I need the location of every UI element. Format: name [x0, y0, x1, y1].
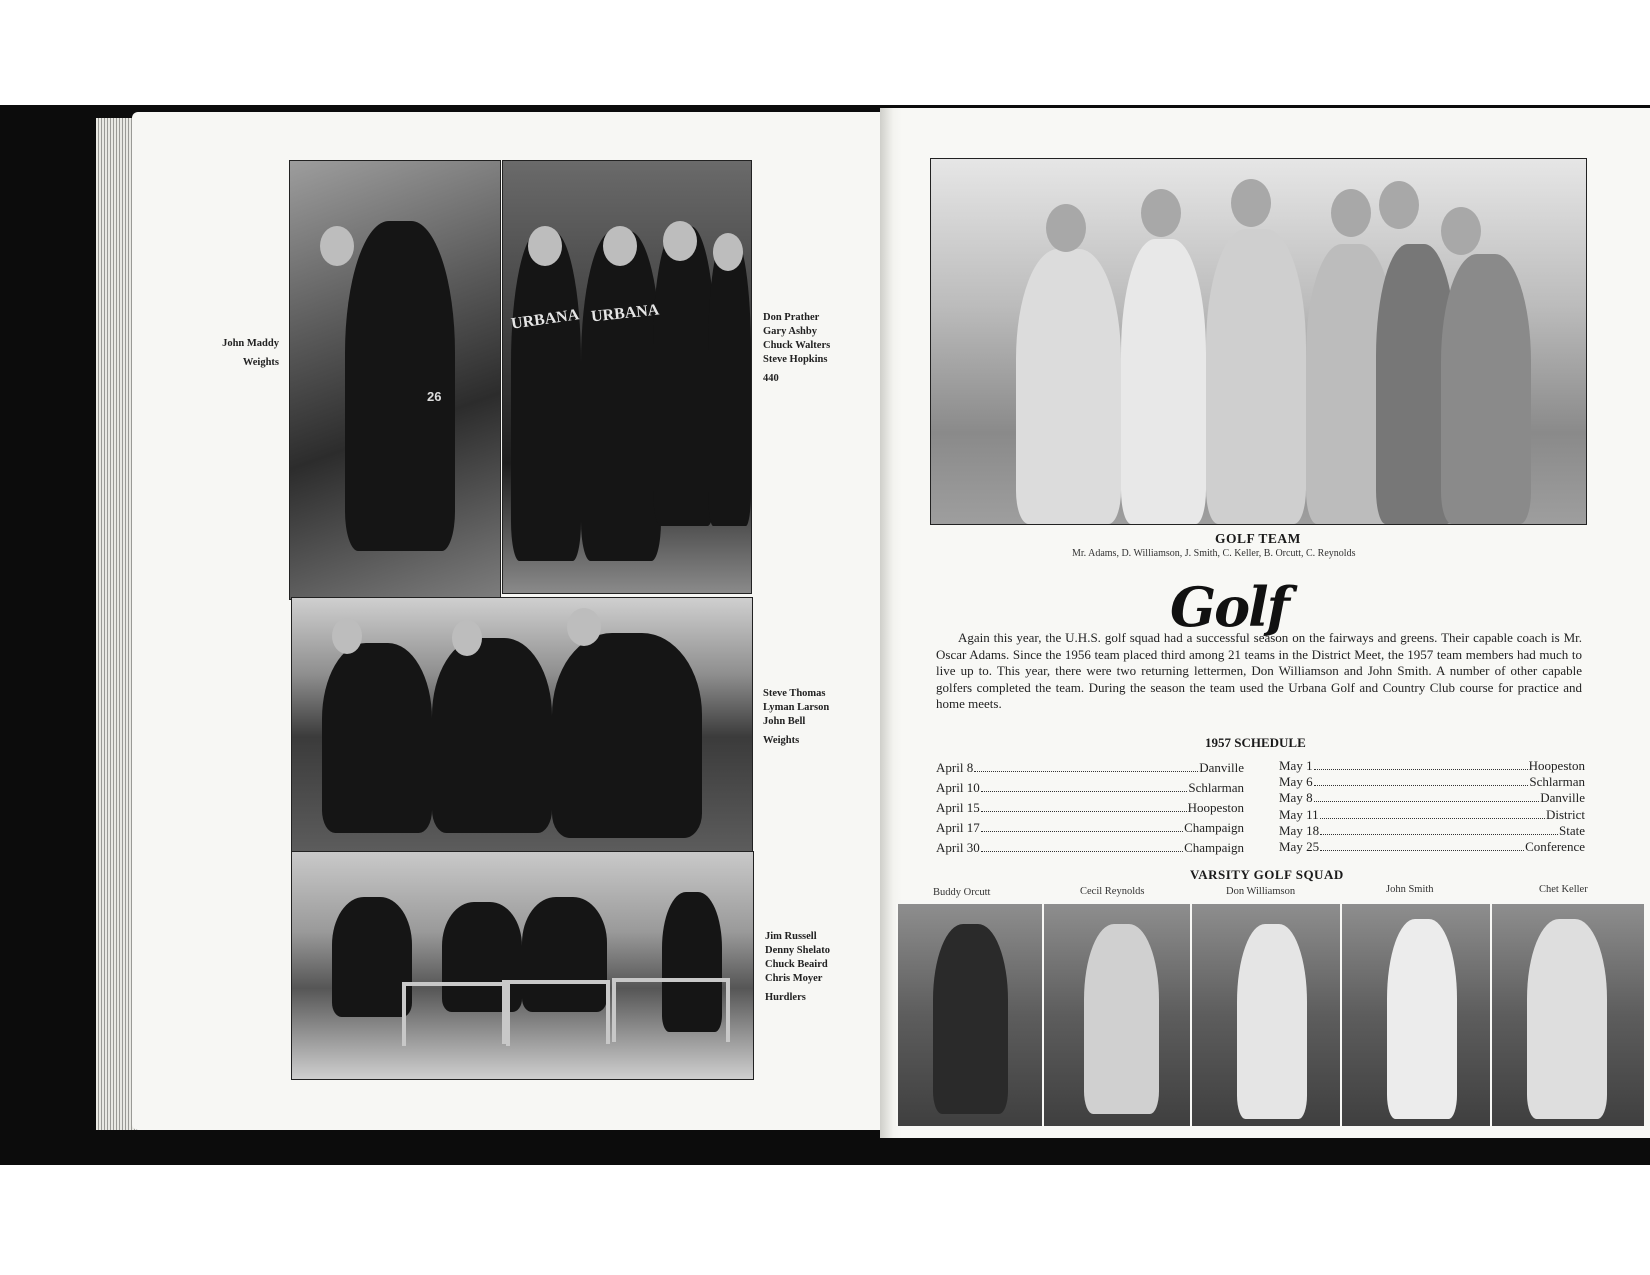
photo-golf-team: [930, 158, 1587, 525]
schedule-date: May 1: [1279, 758, 1313, 773]
golfer-head: [1046, 204, 1086, 252]
schedule-april: [936, 758, 1244, 858]
golfer-head: [1231, 179, 1271, 227]
schedule-row: [936, 838, 1244, 858]
caption-440-relay: [763, 311, 830, 386]
golfer-figure: [1016, 249, 1121, 524]
hurdle: [402, 982, 510, 1046]
caption-hurdlers: [765, 930, 830, 1005]
squad-photo-orcutt: [896, 904, 1044, 1126]
schedule-date: April 15: [936, 800, 980, 815]
caption-name: Steve Thomas: [763, 688, 826, 699]
golf-article-paragraph: Again this year, the U.H.S. golf squad had a successful season on the fairways and greens. Their capable coach is Mr. Oscar Adams. Since the 1956 team placed third among 21 teams in the District Meet, the 1957 team members had much to live up to. This year, there were two returning lettermen, Don Williamson and John Smith. A number of other capable golfers completed the team. During the season the team used the Urbana Golf and Country Club course for practice and home meets.: [936, 630, 1582, 712]
shirt-text: URBANA: [510, 306, 581, 333]
schedule-row: [1279, 774, 1585, 790]
squad-name: Don Williamson: [1226, 886, 1296, 897]
jersey-number: 26: [427, 389, 442, 404]
squad-name: Cecil Reynolds: [1080, 886, 1145, 897]
caption-name: John Bell: [763, 716, 806, 727]
squad-name: Buddy Orcutt: [933, 887, 991, 898]
athlete-figure: [345, 221, 455, 551]
page-edges: [96, 118, 136, 1130]
schedule-row: [936, 778, 1244, 798]
schedule-date: May 25: [1279, 838, 1320, 854]
caption-name: John Maddy: [222, 338, 279, 349]
photo-shot-put-maddy: [289, 160, 501, 600]
squad-name: John Smith: [1386, 884, 1434, 895]
schedule-may: [1279, 758, 1585, 855]
caption-name: Lyman Larson: [763, 702, 830, 713]
golfer-head: [1379, 181, 1419, 229]
schedule-row: [1279, 758, 1585, 774]
athlete-figure: [653, 226, 715, 526]
schedule-date: May 18: [1279, 822, 1320, 838]
golfer-figure: [1206, 229, 1306, 524]
athlete-head: [332, 618, 362, 654]
golfer-figure: [1387, 919, 1457, 1119]
caption-event: 440: [763, 373, 779, 384]
schedule-opponent: Champaign: [1184, 840, 1244, 855]
schedule-opponent: Conference: [1525, 838, 1585, 854]
golfer-figure: [1237, 924, 1307, 1119]
squad-photo-keller: [1490, 904, 1644, 1126]
schedule-row: [1279, 790, 1585, 806]
athlete-head: [528, 226, 562, 266]
athlete-head: [663, 221, 697, 261]
golfer-figure: [1121, 239, 1206, 524]
caption-event: Hurdlers: [765, 992, 806, 1003]
schedule-date: May 6: [1279, 774, 1313, 790]
schedule-date: May 8: [1279, 790, 1313, 806]
caption-name: Chuck Walters: [763, 340, 831, 351]
varsity-squad-title: VARSITY GOLF SQUAD: [1190, 867, 1344, 882]
schedule-row: [1279, 839, 1585, 855]
squad-name: Chet Keller: [1539, 884, 1588, 895]
caption-name: Don Prather: [763, 312, 820, 323]
schedule-title: 1957 SCHEDULE: [1205, 735, 1306, 750]
schedule-row: [936, 818, 1244, 838]
squad-photo-smith: [1340, 904, 1492, 1126]
caption-name: Gary Ashby: [763, 326, 817, 337]
athlete-figure: [708, 236, 751, 526]
golf-team-caption-title: GOLF TEAM: [1215, 531, 1301, 546]
golf-team-caption-names: Mr. Adams, D. Williamson, J. Smith, C. Keller, B. Orcutt, C. Reynolds: [1072, 548, 1356, 559]
caption-event: Weights: [242, 357, 279, 368]
caption-name: Denny Shelato: [765, 945, 831, 956]
golfer-figure: [1084, 924, 1159, 1114]
athlete-figure: [552, 633, 702, 838]
schedule-date: April 10: [936, 780, 980, 795]
schedule-opponent: State: [1559, 822, 1585, 838]
schedule-row: [1279, 823, 1585, 839]
golfer-head: [1331, 189, 1371, 237]
golfer-figure: [933, 924, 1008, 1114]
squad-photo-williamson: [1190, 904, 1342, 1126]
caption-name: Jim Russell: [765, 931, 817, 942]
schedule-row: [936, 798, 1244, 818]
golfer-figure: [1527, 919, 1607, 1119]
shirt-text: URBANA: [590, 301, 661, 326]
caption-name: Chuck Beaird: [765, 959, 828, 970]
schedule-date: April 17: [936, 820, 980, 835]
athlete-head: [603, 226, 637, 266]
hurdle: [502, 980, 610, 1044]
schedule-opponent: Hoopeston: [1528, 758, 1585, 773]
athlete-head: [320, 226, 354, 266]
schedule-date: May 11: [1279, 806, 1319, 822]
golfer-head: [1441, 207, 1481, 255]
athlete-figure: [581, 231, 661, 561]
schedule-opponent: Champaign: [1184, 820, 1244, 835]
caption-weights-group: [763, 687, 829, 748]
schedule-row: [936, 758, 1244, 778]
schedule-opponent: Hoopeston: [1187, 800, 1244, 815]
schedule-opponent: Danville: [1199, 760, 1244, 775]
schedule-opponent: Schlarman: [1529, 774, 1585, 790]
caption-maddy: [205, 337, 279, 370]
caption-name: Chris Moyer: [765, 973, 823, 984]
golfer-figure: [1441, 254, 1531, 524]
schedule-opponent: Schlarman: [1188, 780, 1244, 795]
caption-event: Weights: [763, 735, 800, 746]
athlete-head: [713, 233, 743, 271]
athlete-figure: [511, 231, 581, 561]
golfer-head: [1141, 189, 1181, 237]
athlete-figure: [432, 638, 552, 833]
athlete-head: [567, 608, 601, 646]
squad-photo-reynolds: [1042, 904, 1192, 1126]
photo-hurdlers: [291, 851, 754, 1080]
schedule-date: April 8: [936, 760, 974, 775]
schedule-date: April 30: [936, 840, 980, 855]
caption-name: Steve Hopkins: [763, 354, 828, 365]
schedule-row: [1279, 807, 1585, 823]
athlete-figure: [332, 897, 412, 1017]
hurdle: [612, 978, 730, 1042]
athlete-head: [452, 620, 482, 656]
schedule-opponent: Danville: [1540, 790, 1585, 806]
photo-440-relay: [502, 160, 752, 594]
photo-weights-group: [291, 597, 753, 852]
athlete-figure: [322, 643, 432, 833]
page-title: Golf: [1170, 575, 1288, 639]
schedule-opponent: District: [1546, 806, 1585, 822]
